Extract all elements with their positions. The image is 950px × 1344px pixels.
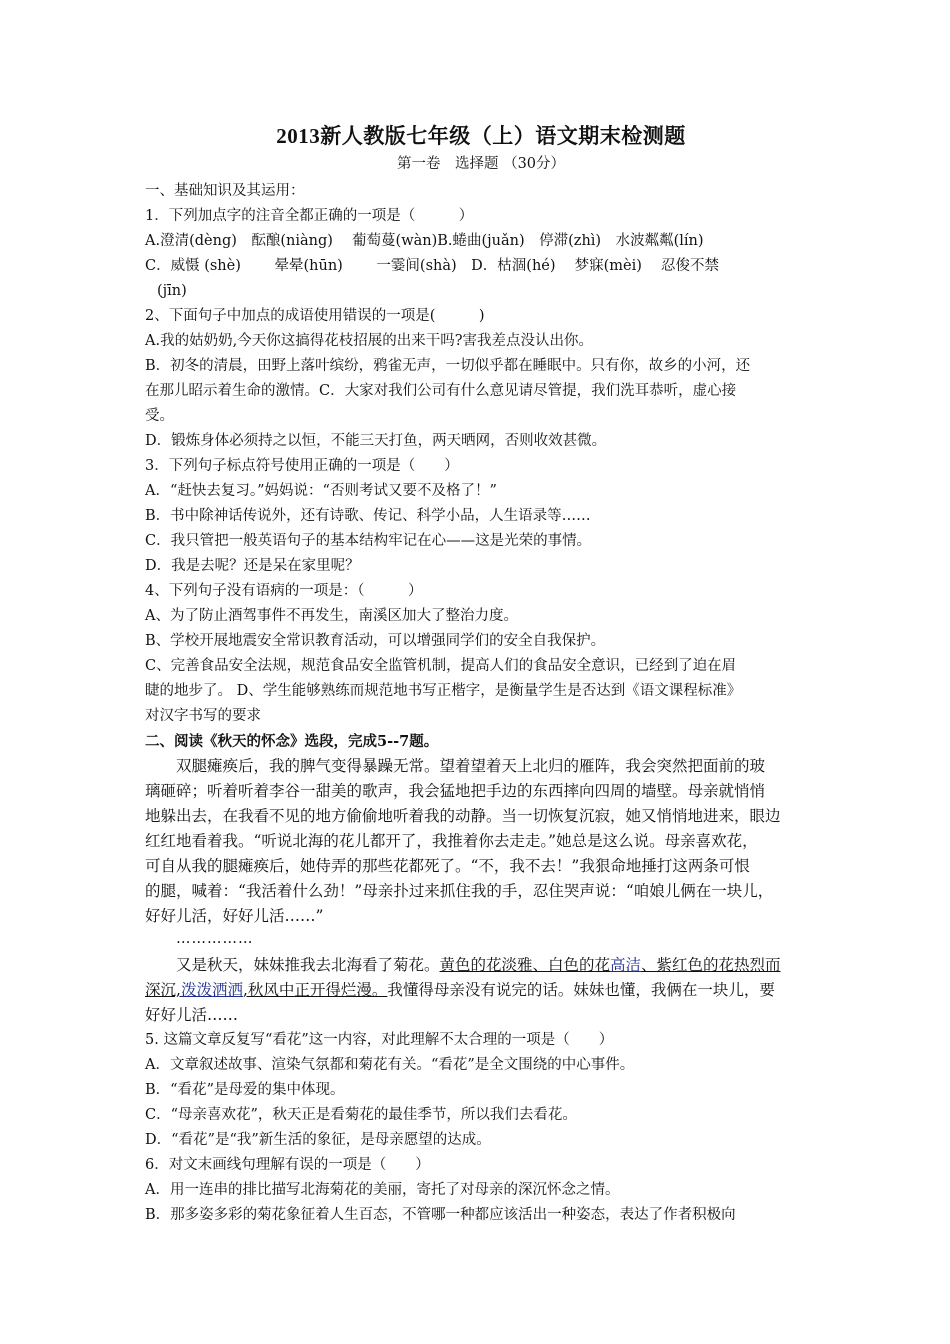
- underlined-word: 泼泼洒洒: [180, 981, 243, 999]
- q5-option-b: B．“看花”是母爱的集中体现。: [145, 1082, 345, 1098]
- passage-line: 地躲出去，在我看不见的地方偷偷地听着我的动静。当一切恢复沉寂，她又悄悄地进来，眼边: [145, 807, 781, 825]
- passage2-text: 又是秋天，妹妹推我去北海看了菊花。: [176, 956, 440, 974]
- q5-stem: 5. 这篇文章反复写“看花”这一内容，对此理解不太合理的一项是（ ）: [145, 1032, 614, 1048]
- q2-option-b-line1: B．初冬的清晨，田野上落叶缤纷，鸦雀无声，一切似乎都在睡眠中。只有你，故乡的小河，还: [145, 358, 751, 374]
- passage-line: 可自从我的腿瘫痪后，她侍弄的那些花都死了。“不，我不去！”我狠命地捶打这两条可恨: [145, 857, 750, 875]
- q4-option-a: A、为了防止酒驾事件不再发生，南溪区加大了整治力度。: [145, 608, 518, 624]
- exam-subtitle: 第一卷 选择题 （30分）: [396, 156, 566, 172]
- q6-option-b: B．那多姿多彩的菊花象征着人生百态，不管哪一种都应该活出一种姿态，表达了作者积极向: [145, 1207, 736, 1223]
- passage-line: 好好儿活，好好儿活……”: [145, 907, 324, 925]
- passage2-line3: 好好儿活……: [145, 1006, 239, 1024]
- passage-line: 红红地看着我。“听说北海的花儿都开了，我推着你去走走。”她总是这么说。母亲喜欢花，: [145, 832, 758, 850]
- q1-line3: (jīn): [157, 283, 187, 299]
- section2-heading: 二、阅读《秋天的怀念》选段，完成5--7题。: [145, 733, 439, 750]
- passage-line: 的腿，喊着：“我活着什么劲！”母亲扑过来抓住我的手，忍住哭声说：“咱娘儿俩在一块儿，: [145, 882, 774, 900]
- passage-ellipsis: ……………: [176, 931, 254, 947]
- q2-option-a: A.我的姑奶奶,今天你这搞得花枝招展的出来干吗?害我差点没认出你。: [145, 333, 593, 349]
- passage-line: 双腿瘫痪后，我的脾气变得暴躁无常。望着望着天上北归的雁阵，我会突然把面前的玻: [176, 757, 766, 775]
- q2-stem: 2、下面句子中加点的成语使用错误的一项是( ): [145, 308, 485, 324]
- q4-option-c-line3: 对汉字书写的要求: [145, 708, 261, 724]
- q6-stem: 6．对文末画线句理解有误的一项是（ ）: [145, 1157, 430, 1173]
- underlined-sentence: 深沉,: [145, 981, 181, 999]
- q1-line1: A.澄清(dèng) 酝酿(niàng) 葡萄蔓(wàn)B.蜷曲(juǎn) 停滞(zhì) 水波粼粼(lín): [145, 233, 704, 249]
- q5-option-a: A．文章叙述故事、渲染气氛都和菊花有关。“看花”是全文围绕的中心事件。: [145, 1057, 635, 1073]
- q3-option-c: C．我只管把一般英语句子的基本结构牢记在心——这是光荣的事情。: [145, 533, 592, 549]
- q3-option-a: A．“赶快去复习。”妈妈说：“否则考试又要不及格了！”: [145, 483, 497, 499]
- underlined-sentence: 黄色的花淡雅、白色的花: [439, 956, 611, 974]
- passage2-line2: [145, 978, 817, 1003]
- underlined-sentence: 、紫红色的花热烈而: [641, 956, 781, 974]
- q1-line2: C．威慑 (shè) 晕晕(hūn) 一霎间(shà) D．枯涸(hé) 梦寐(mèi) 忍俊不禁: [145, 258, 720, 274]
- exam-page: [145, 120, 817, 1228]
- section1-heading: 一、基础知识及其运用：: [145, 183, 305, 199]
- q4-option-b: B、学校开展地震安全常识教育活动，可以增强同学们的安全自我保护。: [145, 633, 606, 649]
- q1-stem: 1．下列加点字的注音全都正确的一项是（ ）: [145, 208, 474, 224]
- exam-title: 2013新人教版七年级（上）语文期末检测题: [276, 124, 686, 148]
- q4-stem: 4、下列句子没有语病的一项是：（ ）: [145, 583, 423, 599]
- q3-option-b: B．书中除神话传说外，还有诗歌、传记、科学小品，人生语录等……: [145, 508, 591, 524]
- q4-option-c-line2: 睫的地步了。 D、学生能够熟练而规范地书写正楷字，是衡量学生是否达到《语文课程标准》: [145, 683, 742, 699]
- passage2-line1: [145, 953, 817, 978]
- q5-option-c: C．“母亲喜欢花”，秋天正是看菊花的最佳季节，所以我们去看花。: [145, 1107, 577, 1123]
- passage2-text: 我懂得母亲没有说完的话。妹妹也懂，我俩在一块儿，要: [387, 981, 775, 999]
- q6-option-a: A．用一连串的排比描写北海菊花的美丽，寄托了对母亲的深沉怀念之情。: [145, 1182, 620, 1198]
- q3-stem: 3．下列句子标点符号使用正确的一项是（ ）: [145, 458, 459, 474]
- q4-option-c-line1: C、完善食品安全法规，规范食品安全监管机制，提高人们的食品安全意识，已经到了迫在眉: [145, 658, 737, 674]
- underlined-word: 高洁: [610, 956, 642, 974]
- q3-option-d: D．我是去呢？还是呆在家里呢？: [145, 558, 360, 574]
- underlined-sentence: ,秋风中正开得烂漫。: [242, 981, 388, 999]
- q2-option-b-line2: 在那儿昭示着生命的激情。C．大家对我们公司有什么意见请尽管提，我们洗耳恭听，虚心接: [145, 383, 737, 399]
- q2-option-b-line3: 受。: [145, 408, 174, 424]
- passage-line: 璃砸碎；听着听着李谷一甜美的歌声，我会猛地把手边的东西摔向四周的墙壁。母亲就悄悄: [145, 782, 766, 800]
- q5-option-d: D．“看花”是“我”新生活的象征，是母亲愿望的达成。: [145, 1132, 491, 1148]
- q2-option-d: D．锻炼身体必须持之以恒，不能三天打鱼，两天晒网，否则收效甚微。: [145, 433, 607, 449]
